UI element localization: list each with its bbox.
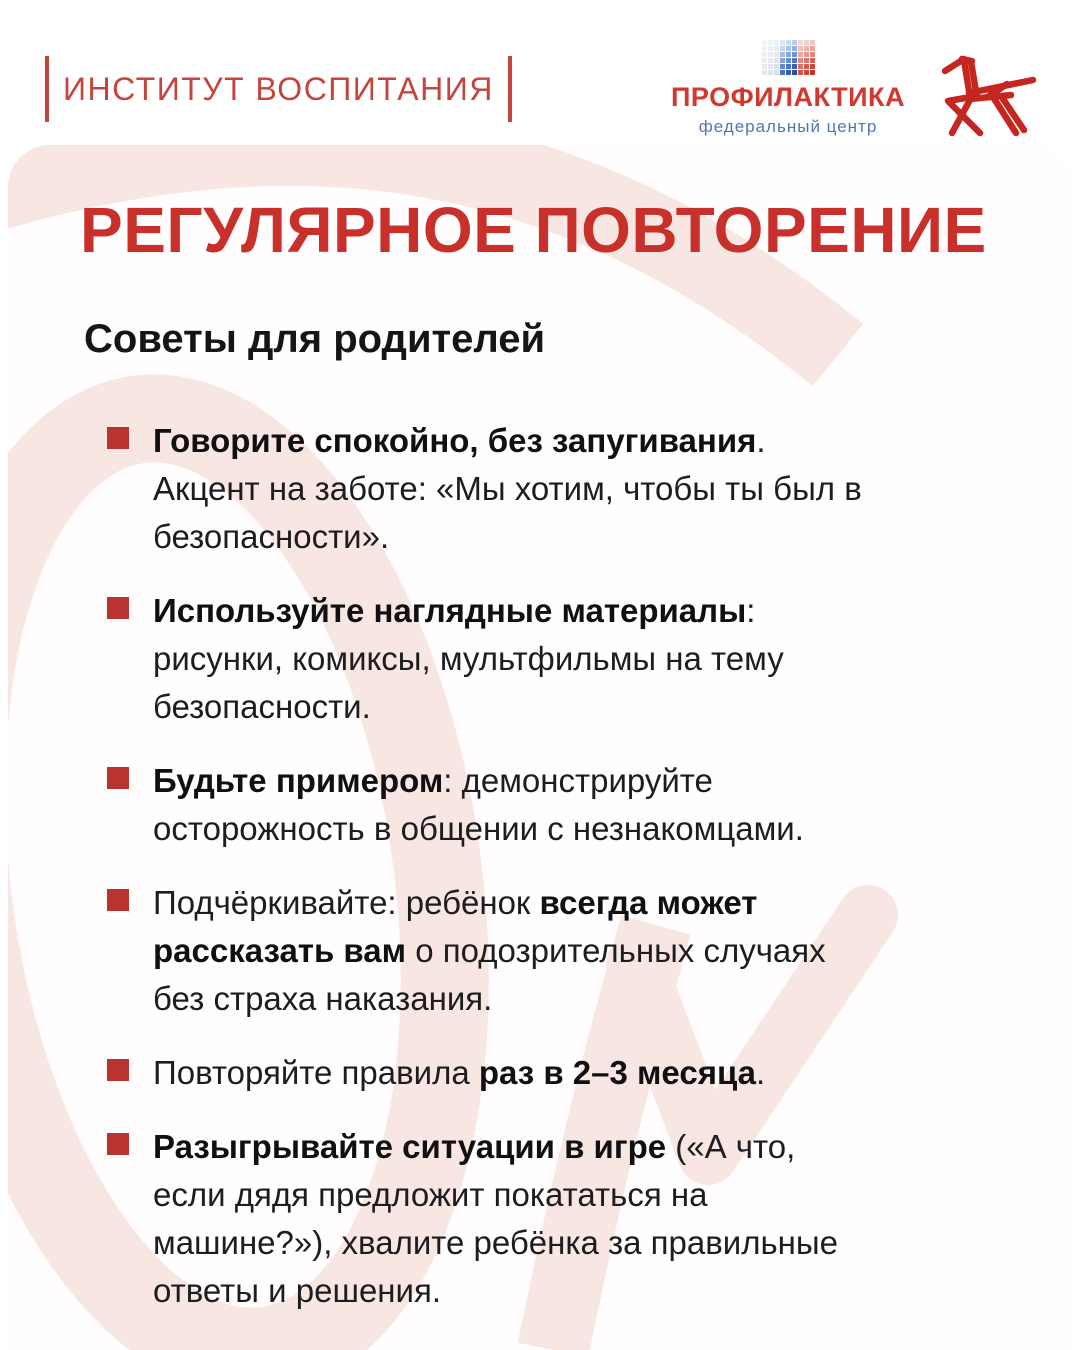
- bullet-square-icon: [107, 427, 129, 449]
- logo-grid-cell: [786, 64, 791, 69]
- logo-grid-cell: [774, 40, 779, 45]
- list-item-text: [153, 879, 873, 1023]
- bullet-square-icon: [107, 1133, 129, 1155]
- tips-list: [107, 417, 987, 1341]
- list-item: [107, 1049, 987, 1097]
- tip-bold-text: Будьте примером: [153, 762, 444, 799]
- horse-icon: [933, 46, 1038, 146]
- page-title: РЕГУЛЯРНОЕ ПОВТОРЕНИЕ: [80, 194, 987, 266]
- logo-grid-cell: [810, 58, 815, 63]
- logo-grid-cell: [792, 40, 797, 45]
- logo-grid-cell: [804, 70, 809, 75]
- list-item: [107, 1123, 987, 1315]
- logo-grid-cell: [768, 70, 773, 75]
- list-item: [107, 587, 987, 731]
- tip-regular-text: : демонстрируйте осторожность в общении с незнакомцами.: [153, 762, 804, 847]
- logo-grid-cell: [798, 46, 803, 51]
- institute-logo: [45, 56, 512, 122]
- logo-grid-cell: [798, 52, 803, 57]
- tip-bold-text: Используйте наглядные материалы: [153, 592, 747, 629]
- logo-grid-cell: [774, 52, 779, 57]
- profilaktika-grid: [762, 40, 815, 75]
- logo-grid-cell: [810, 64, 815, 69]
- logo-grid-cell: [804, 52, 809, 57]
- logo-left-bar: [45, 56, 49, 122]
- logo-grid-cell: [762, 46, 767, 51]
- logo-grid-cell: [786, 70, 791, 75]
- tip-bold-text: раз в 2–3 месяца: [478, 1054, 756, 1091]
- logo-grid-cell: [762, 70, 767, 75]
- logo-grid-cell: [762, 58, 767, 63]
- institute-logo-text: ИНСТИТУТ ВОСПИТАНИЯ: [63, 70, 494, 107]
- bullet-square-icon: [107, 1059, 129, 1081]
- list-item-text: [153, 757, 873, 853]
- tip-regular-text: . Акцент на заботе: «Мы хотим, чтобы ты был в безопасности».: [153, 422, 862, 555]
- page-subtitle: Советы для родителей: [84, 317, 546, 361]
- content-card: [8, 145, 1072, 1350]
- tip-regular-text: Повторяйте правила: [153, 1054, 479, 1091]
- logo-grid-cell: [810, 46, 815, 51]
- logo-grid-cell: [768, 46, 773, 51]
- list-item: [107, 879, 987, 1023]
- bullet-square-icon: [107, 767, 129, 789]
- logo-grid-cell: [804, 58, 809, 63]
- logo-grid-cell: [810, 52, 815, 57]
- tip-regular-text: : рисунки, комиксы, мультфильмы на тему безопасности.: [153, 592, 784, 725]
- logo-grid-cell: [792, 70, 797, 75]
- logo-grid-cell: [780, 52, 785, 57]
- logo-grid-cell: [768, 58, 773, 63]
- list-item: [107, 417, 987, 561]
- tip-bold-text: всегда может рассказать вам: [153, 884, 758, 969]
- tip-bold-text: Говорите спокойно, без запугивания: [153, 422, 757, 459]
- logo-grid-cell: [762, 64, 767, 69]
- logo-grid-cell: [774, 46, 779, 51]
- logo-grid-cell: [774, 58, 779, 63]
- profilaktika-subtitle: федеральный центр: [698, 117, 878, 136]
- logo-grid-cell: [804, 46, 809, 51]
- logo-grid-cell: [798, 64, 803, 69]
- logo-grid-cell: [804, 40, 809, 45]
- logo-grid-cell: [786, 58, 791, 63]
- list-item: [107, 757, 987, 853]
- logo-grid-cell: [780, 58, 785, 63]
- logo-grid-cell: [810, 40, 815, 45]
- profilaktika-logo: [671, 40, 905, 137]
- logo-grid-cell: [762, 52, 767, 57]
- logo-grid-cell: [792, 64, 797, 69]
- logo-grid-cell: [786, 52, 791, 57]
- bullet-square-icon: [107, 597, 129, 619]
- logo-grid-cell: [798, 40, 803, 45]
- logo-grid-cell: [768, 40, 773, 45]
- logo-grid-cell: [774, 70, 779, 75]
- logo-grid-cell: [780, 64, 785, 69]
- logo-grid-cell: [798, 70, 803, 75]
- logo-grid-cell: [768, 52, 773, 57]
- logo-grid-cell: [810, 70, 815, 75]
- profilaktika-title: ПРОФИЛАКТИКА: [671, 82, 905, 112]
- logo-right-bar: [508, 56, 512, 122]
- list-item-text: [153, 417, 873, 561]
- tip-regular-text: («А что, если дядя предложит покататься на машине?»), хвалите ребёнка за правильные ответы и решения.: [153, 1128, 838, 1309]
- logo-grid-cell: [762, 40, 767, 45]
- logo-grid-cell: [780, 46, 785, 51]
- logo-grid-cell: [780, 40, 785, 45]
- list-item-text: [153, 587, 873, 731]
- logo-grid-cell: [780, 70, 785, 75]
- logo-grid-cell: [786, 40, 791, 45]
- tip-regular-text: о подозрительных случаях без страха наказания.: [153, 932, 826, 1017]
- tip-regular-text: .: [756, 1054, 766, 1091]
- list-item-text: [153, 1123, 873, 1315]
- tip-regular-text: Подчёркивайте: ребёнок: [153, 884, 540, 921]
- logo-grid-cell: [804, 64, 809, 69]
- bullet-square-icon: [107, 889, 129, 911]
- logo-grid-cell: [792, 58, 797, 63]
- header: [0, 0, 1080, 145]
- tip-bold-text: Разыгрывайте ситуации в игре: [153, 1128, 667, 1165]
- logo-grid-cell: [792, 46, 797, 51]
- logo-grid-cell: [786, 46, 791, 51]
- logo-grid-cell: [768, 64, 773, 69]
- logo-grid-cell: [774, 64, 779, 69]
- logo-grid-cell: [798, 58, 803, 63]
- list-item-text: [153, 1049, 765, 1097]
- logo-grid-cell: [792, 52, 797, 57]
